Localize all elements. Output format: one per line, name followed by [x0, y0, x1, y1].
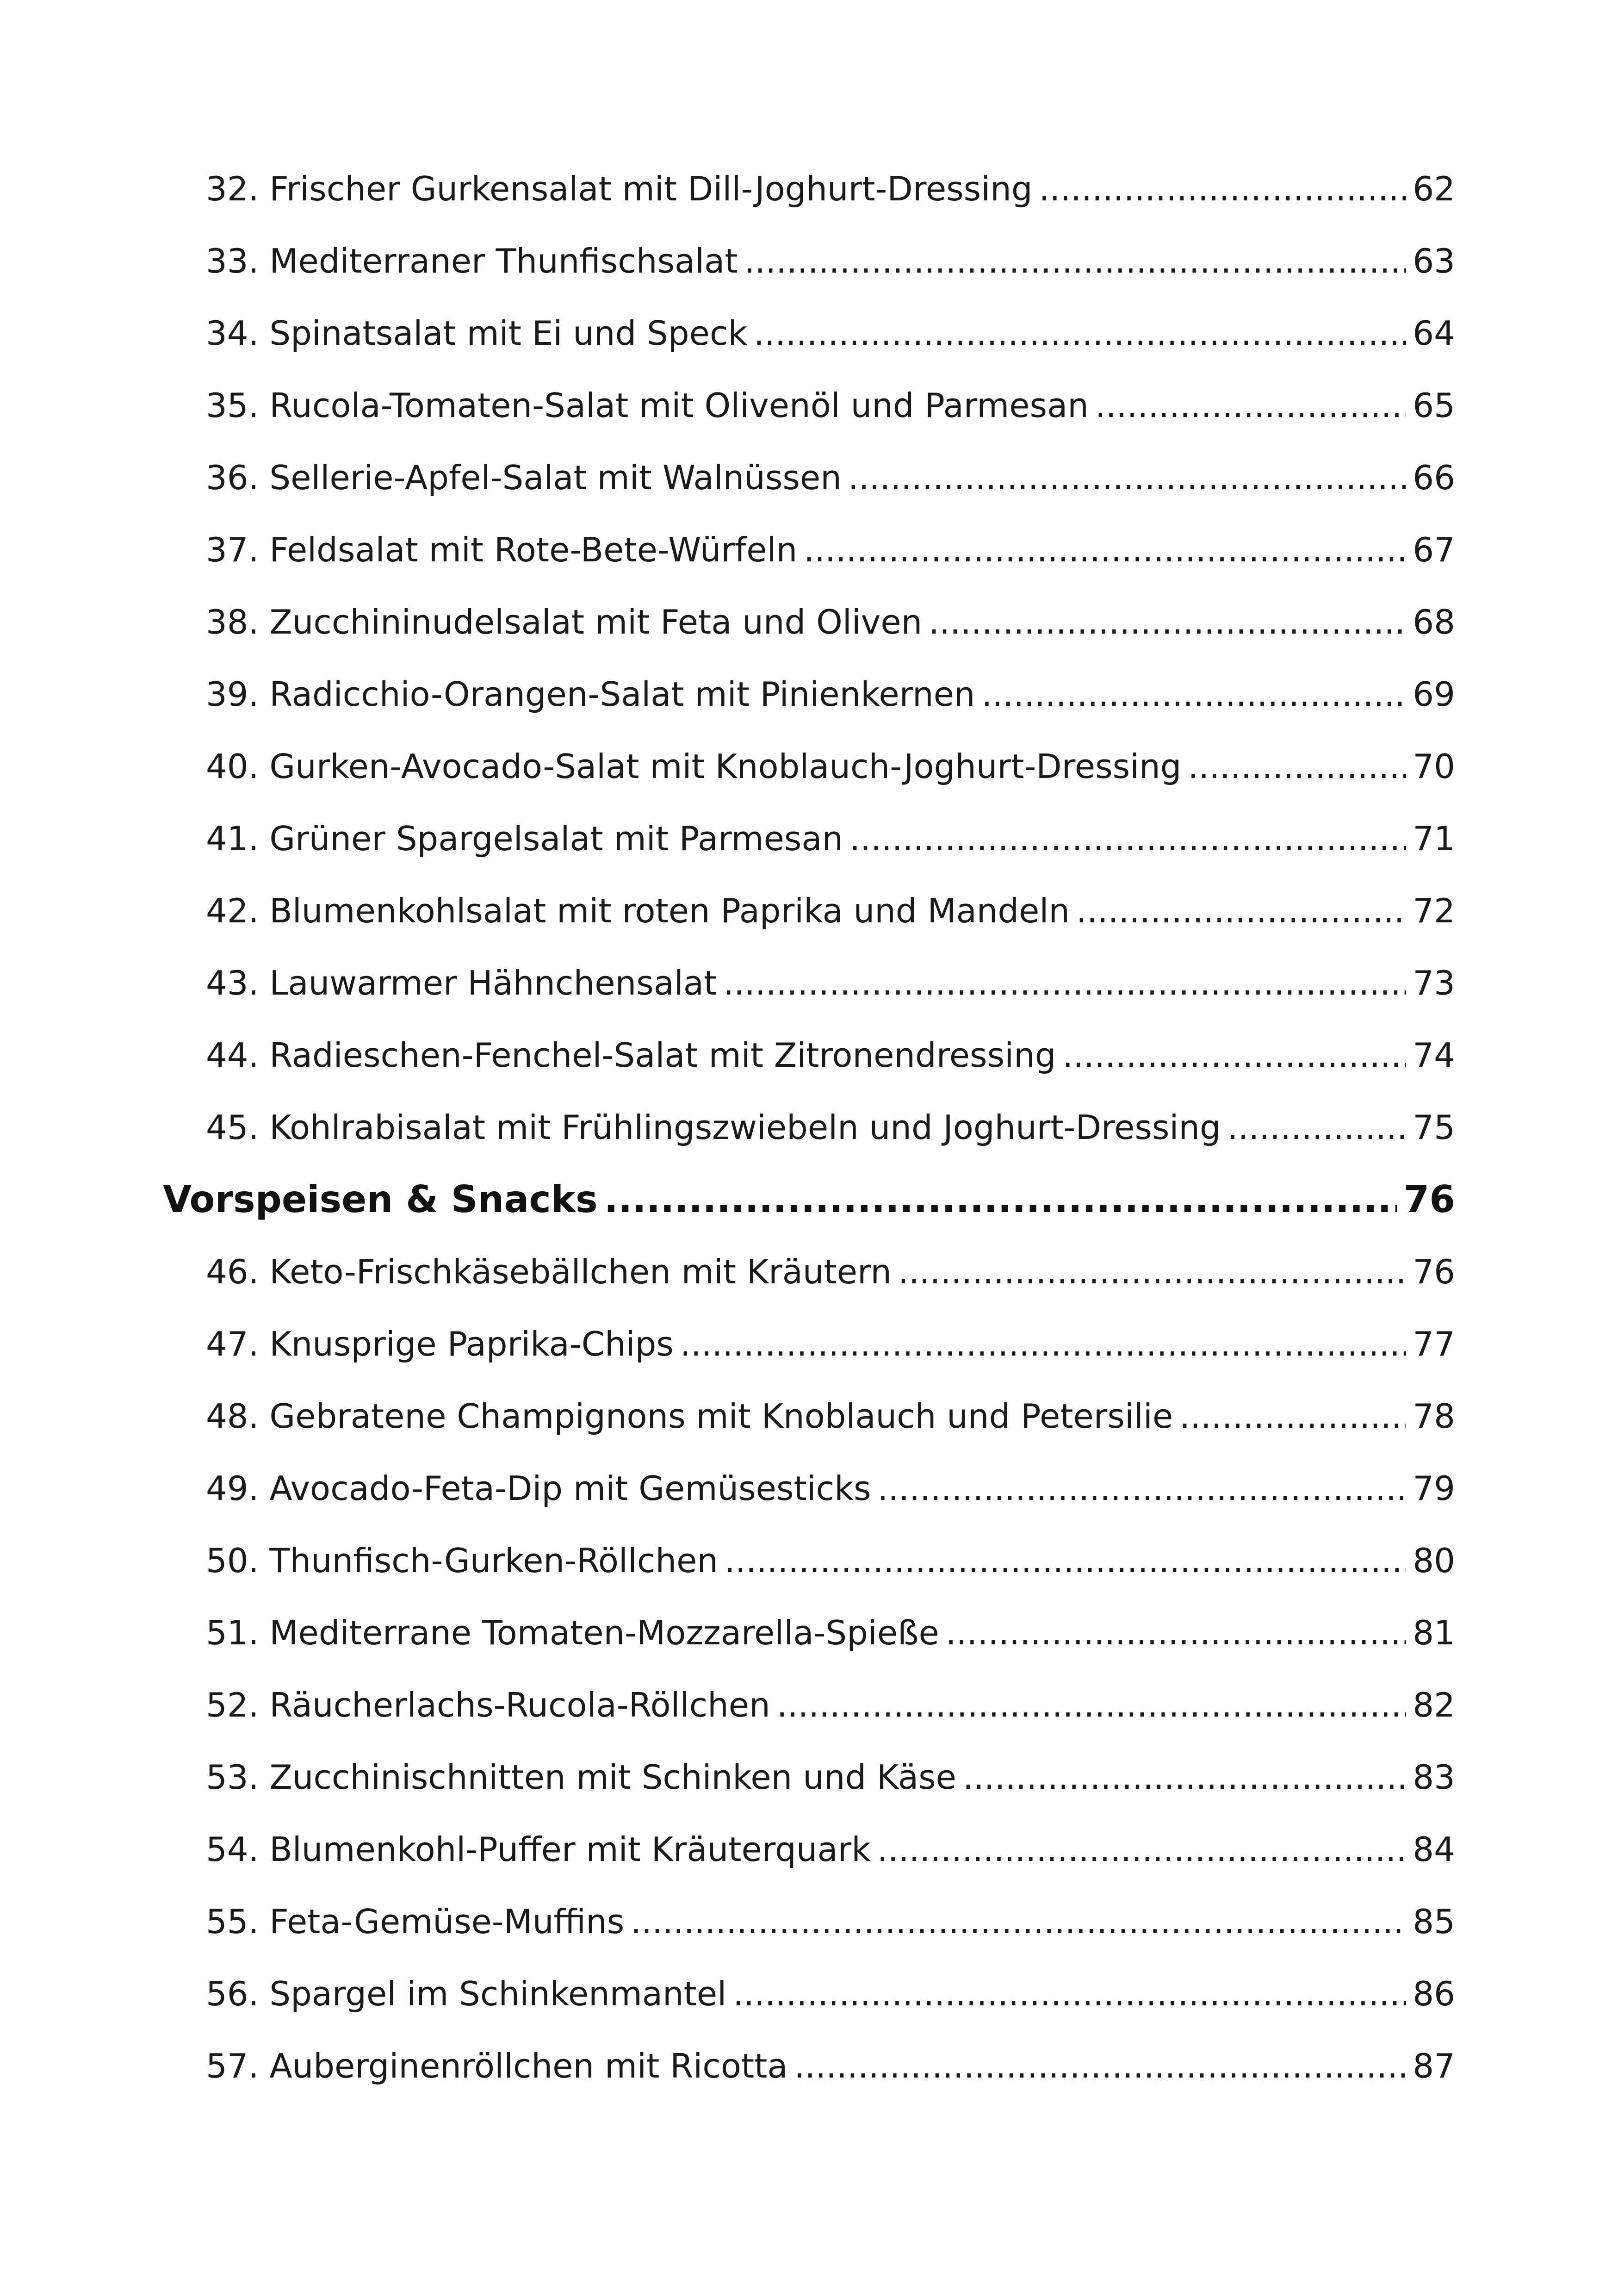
dot-leader [744, 225, 1406, 297]
toc-entry-page-number: 78 [1413, 1397, 1455, 1436]
toc-entry[interactable] [206, 225, 1455, 297]
dot-leader [963, 1741, 1406, 1813]
toc-entry-page-number: 84 [1413, 1830, 1455, 1869]
toc-entry-page-number: 86 [1413, 1974, 1455, 2013]
toc-entry-page-number: 79 [1413, 1469, 1455, 1508]
dot-leader [680, 1308, 1407, 1380]
dot-leader [733, 1958, 1406, 2030]
dot-leader [604, 1164, 1397, 1236]
toc-entry-page-number: 87 [1413, 2047, 1455, 2085]
toc-entry[interactable] [206, 1380, 1455, 1452]
dot-leader [1076, 875, 1406, 947]
toc-entry[interactable] [206, 1885, 1455, 1958]
toc-entry-page-number: 69 [1413, 675, 1455, 714]
toc-entry-title: 33. Mediterraner Thunfischsalat [206, 242, 738, 280]
toc-entry-title: Vorspeisen & Snacks [163, 1178, 598, 1221]
toc-entry-page-number: 76 [1413, 1252, 1455, 1291]
toc-entry[interactable] [206, 1597, 1455, 1669]
dot-leader [982, 658, 1407, 730]
toc-entry[interactable] [206, 875, 1455, 947]
toc-entry-page-number: 74 [1413, 1036, 1455, 1075]
toc-entry-title: 53. Zucchinischnitten mit Schinken und Käse [206, 1758, 956, 1797]
toc-entry[interactable] [206, 947, 1455, 1019]
toc-entry-title: 45. Kohlrabisalat mit Frühlingszwiebeln und Joghurt-Dressing [206, 1108, 1221, 1147]
dot-leader [946, 1597, 1407, 1669]
toc-entry-page-number: 77 [1413, 1325, 1455, 1363]
dot-leader [754, 297, 1406, 369]
toc-entry-title: 37. Feldsalat mit Rote-Bete-Würfeln [206, 530, 798, 569]
toc-entry[interactable] [206, 1452, 1455, 1524]
toc-entry-title: 56. Spargel im Schinkenmantel [206, 1974, 727, 2013]
toc-entry-title: 40. Gurken-Avocado-Salat mit Knoblauch-Joghurt-Dressing [206, 747, 1182, 786]
toc-entry-page-number: 76 [1403, 1178, 1455, 1221]
table-of-contents [0, 153, 1618, 2102]
toc-entry-page-number: 63 [1413, 242, 1455, 280]
dot-leader [929, 586, 1406, 658]
toc-entry[interactable] [206, 1741, 1455, 1813]
dot-leader [723, 947, 1406, 1019]
toc-entry-page-number: 83 [1413, 1758, 1455, 1797]
dot-leader [631, 1885, 1406, 1958]
toc-entry[interactable] [206, 1019, 1455, 1091]
dot-leader [794, 2030, 1407, 2102]
toc-entry-page-number: 72 [1413, 891, 1455, 930]
dot-leader [898, 1236, 1406, 1308]
toc-entry-title: 51. Mediterrane Tomaten-Mozzarella-Spieße [206, 1613, 939, 1652]
toc-entry[interactable] [206, 369, 1455, 442]
toc-entry[interactable] [206, 514, 1455, 586]
dot-leader [1227, 1091, 1407, 1164]
toc-entry-page-number: 71 [1413, 819, 1455, 858]
dot-leader [725, 1524, 1406, 1597]
toc-entry-page-number: 80 [1413, 1541, 1455, 1580]
toc-entry-title: 43. Lauwarmer Hähnchensalat [206, 964, 717, 1002]
dot-leader [877, 1452, 1406, 1524]
dot-leader [804, 514, 1406, 586]
toc-entry[interactable] [206, 153, 1455, 225]
toc-entry-title: 54. Blumenkohl-Puffer mit Kräuterquark [206, 1830, 871, 1869]
toc-entry-title: 46. Keto-Frischkäsebällchen mit Kräutern [206, 1252, 892, 1291]
toc-entry[interactable] [206, 297, 1455, 369]
toc-entry-page-number: 65 [1413, 386, 1455, 425]
dot-leader [848, 442, 1407, 514]
toc-entry-page-number: 62 [1413, 169, 1455, 208]
toc-entry-page-number: 64 [1413, 314, 1455, 353]
toc-entry[interactable] [206, 1524, 1455, 1597]
toc-entry[interactable] [206, 1308, 1455, 1380]
toc-entry-title: 49. Avocado-Feta-Dip mit Gemüsesticks [206, 1469, 871, 1508]
toc-entry-title: 57. Auberginenröllchen mit Ricotta [206, 2047, 788, 2085]
dot-leader [1062, 1019, 1406, 1091]
toc-entry-title: 44. Radieschen-Fenchel-Salat mit Zitronendressing [206, 1036, 1056, 1075]
dot-leader [1039, 153, 1407, 225]
toc-entry-title: 42. Blumenkohlsalat mit roten Paprika und Mandeln [206, 891, 1070, 930]
toc-entry-title: 39. Radicchio-Orangen-Salat mit Pinienkernen [206, 675, 975, 714]
toc-entry[interactable] [206, 2030, 1455, 2102]
toc-entry-title: 35. Rucola-Tomaten-Salat mit Olivenöl und Parmesan [206, 386, 1089, 425]
toc-entry-title: 50. Thunfisch-Gurken-Röllchen [206, 1541, 719, 1580]
toc-entry-page-number: 73 [1413, 964, 1455, 1002]
toc-entry-title: 47. Knusprige Paprika-Chips [206, 1325, 674, 1363]
toc-entry-page-number: 66 [1413, 458, 1455, 497]
toc-entry-page-number: 68 [1413, 603, 1455, 641]
dot-leader [849, 803, 1406, 875]
toc-entry[interactable] [206, 586, 1455, 658]
toc-entry[interactable] [206, 442, 1455, 514]
toc-entry-title: 48. Gebratene Champignons mit Knoblauch und Petersilie [206, 1397, 1173, 1436]
toc-entry[interactable] [206, 1958, 1455, 2030]
toc-section-heading[interactable] [163, 1164, 1455, 1236]
toc-entry-page-number: 81 [1413, 1613, 1455, 1652]
toc-entry-title: 41. Grüner Spargelsalat mit Parmesan [206, 819, 843, 858]
toc-entry[interactable] [206, 1091, 1455, 1164]
toc-entry[interactable] [206, 1813, 1455, 1885]
dot-leader [1188, 730, 1406, 803]
toc-entry-title: 34. Spinatsalat mit Ei und Speck [206, 314, 748, 353]
toc-entry[interactable] [206, 803, 1455, 875]
toc-entry-title: 36. Sellerie-Apfel-Salat mit Walnüssen [206, 458, 842, 497]
toc-entry[interactable] [206, 1236, 1455, 1308]
toc-entry-page-number: 85 [1413, 1902, 1455, 1941]
toc-entry-title: 32. Frischer Gurkensalat mit Dill-Joghurt-Dressing [206, 169, 1033, 208]
toc-entry-title: 38. Zucchininudelsalat mit Feta und Oliven [206, 603, 923, 641]
dot-leader [777, 1669, 1407, 1741]
toc-entry[interactable] [206, 658, 1455, 730]
toc-entry-page-number: 75 [1413, 1108, 1455, 1147]
dot-leader [1179, 1380, 1406, 1452]
toc-entry-title: 55. Feta-Gemüse-Muffins [206, 1902, 625, 1941]
toc-entry-title: 52. Räucherlachs-Rucola-Röllchen [206, 1686, 770, 1724]
dot-leader [877, 1813, 1406, 1885]
toc-entry-page-number: 67 [1413, 530, 1455, 569]
toc-entry-page-number: 82 [1413, 1686, 1455, 1724]
toc-entry-page-number: 70 [1413, 747, 1455, 786]
dot-leader [1095, 369, 1407, 442]
toc-entry[interactable] [206, 730, 1455, 803]
toc-entry[interactable] [206, 1669, 1455, 1741]
